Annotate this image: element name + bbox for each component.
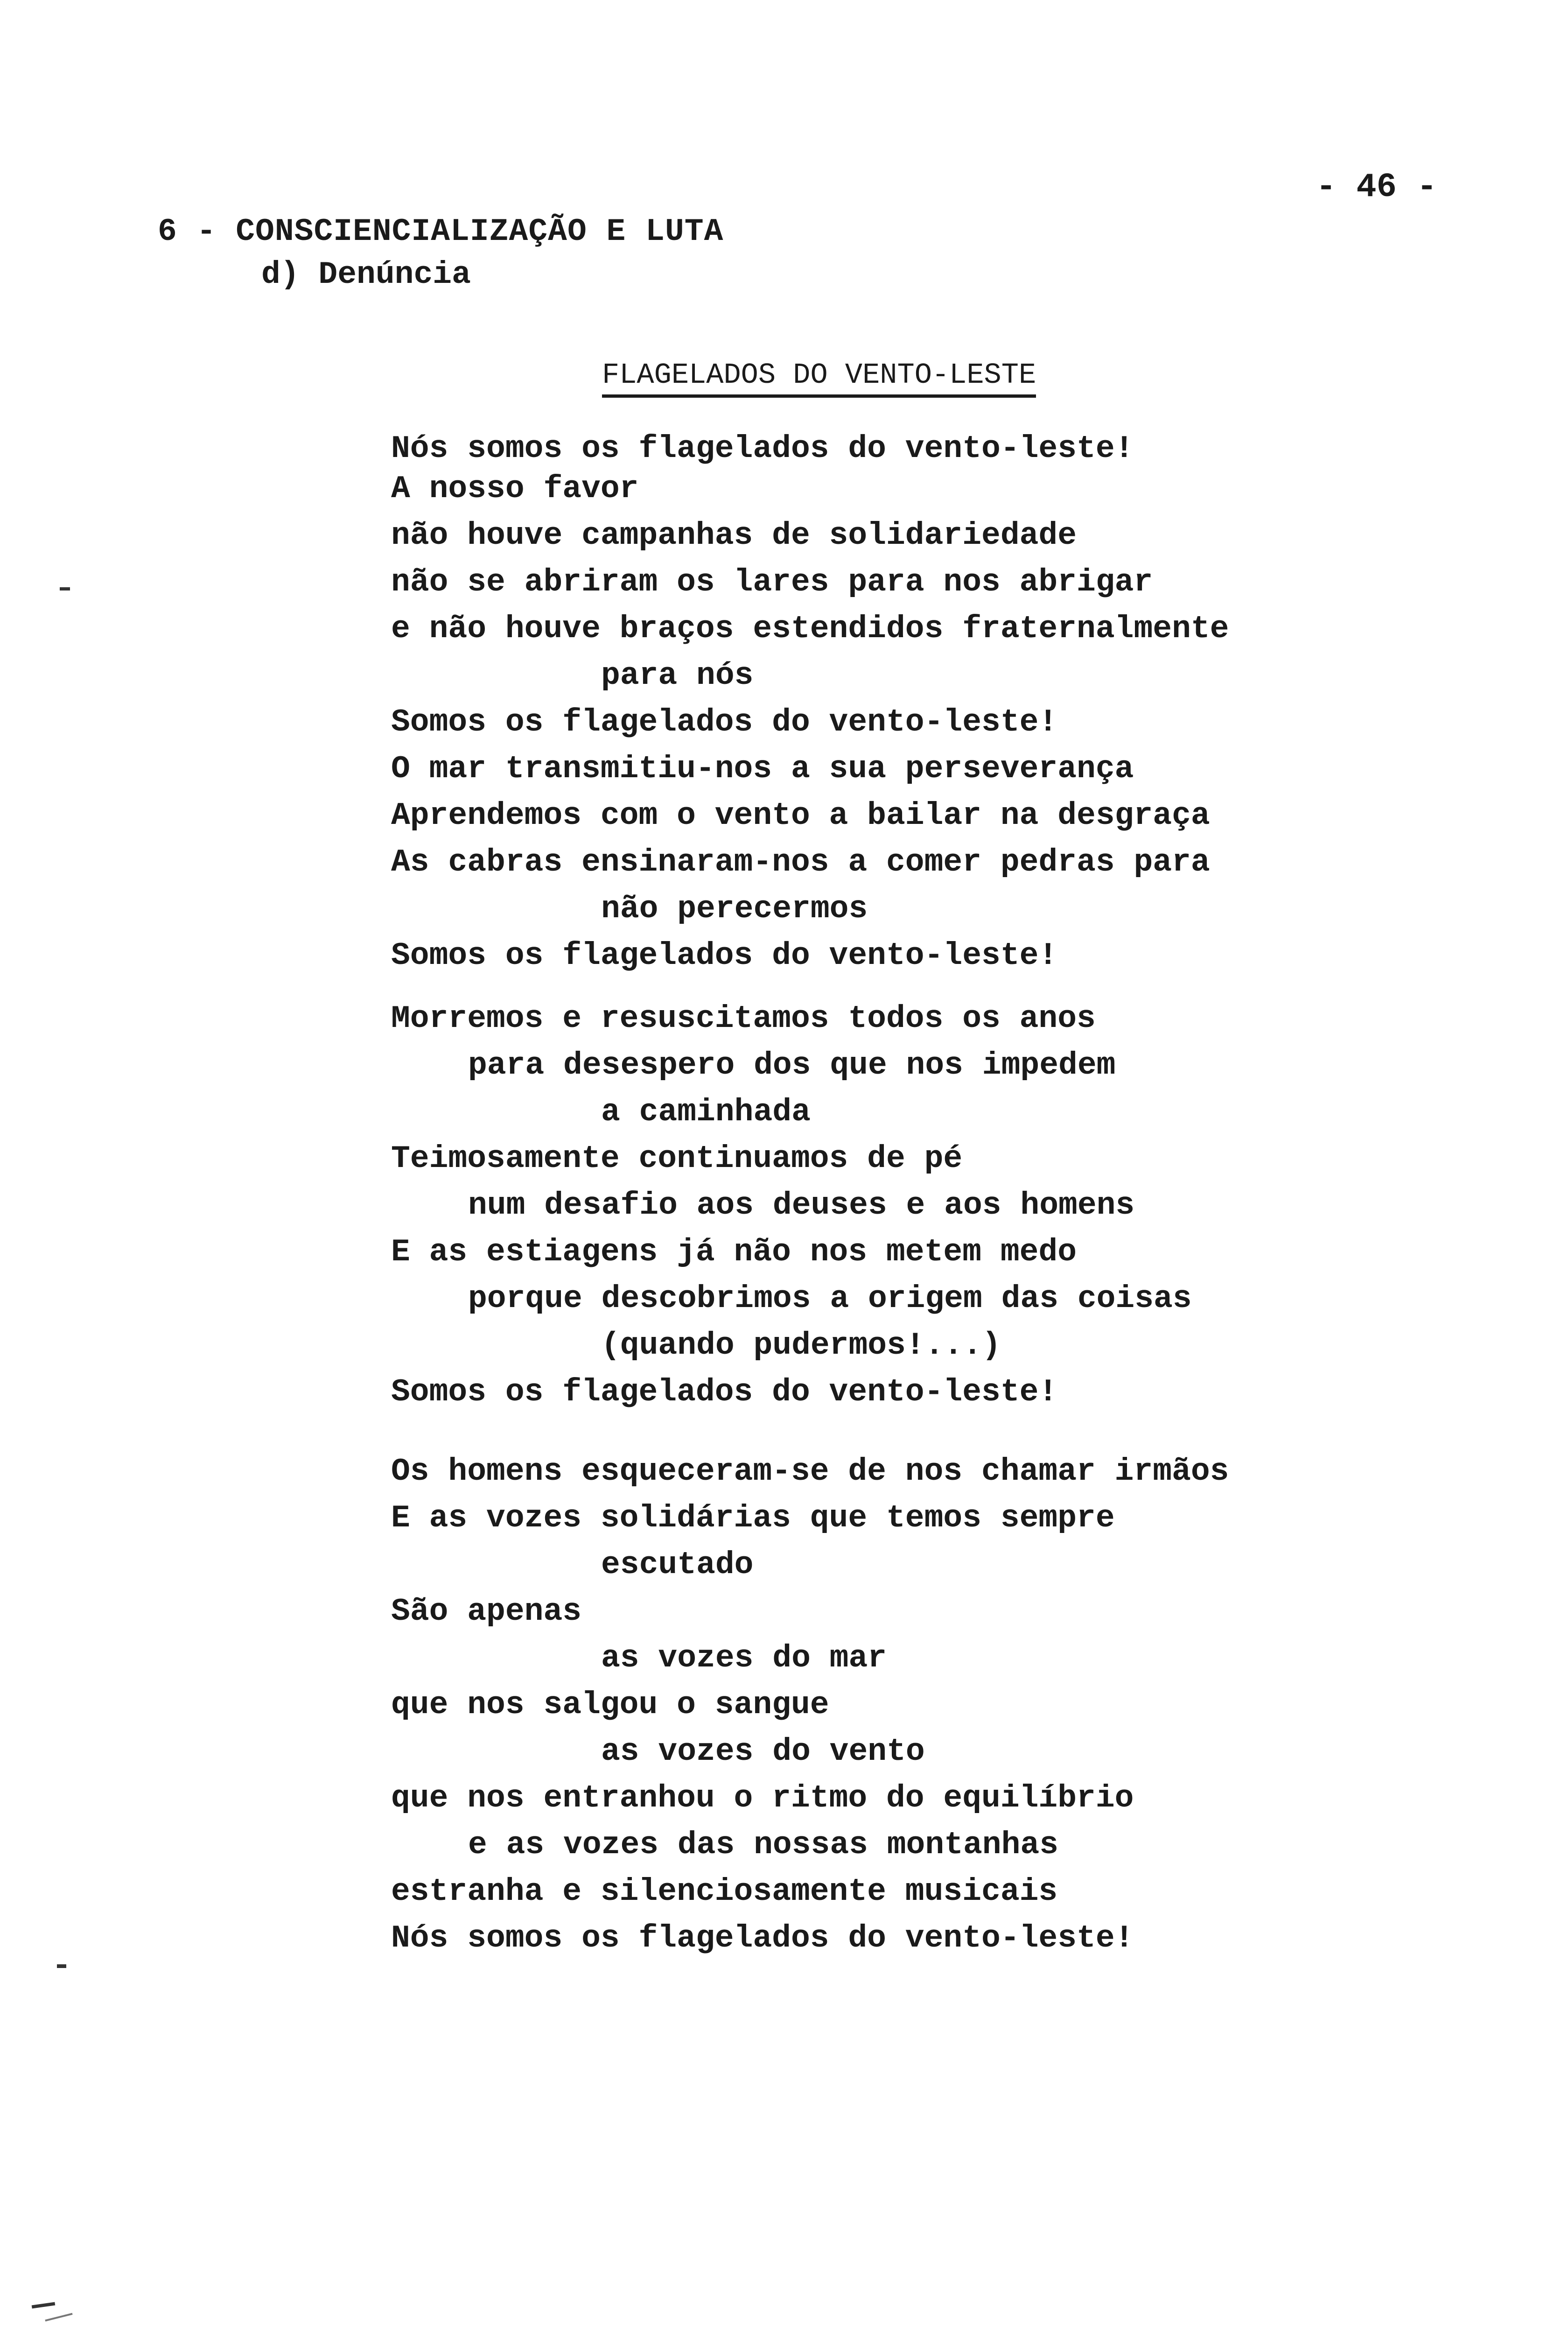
poem-line: num desafio aos deuses e aos homens [468,1188,1135,1223]
poem-line: E as estiagens já não nos metem medo [391,1234,1077,1270]
poem-line: para desespero dos que nos impedem [468,1047,1116,1083]
poem-line: Os homens esqueceram-se de nos chamar irmãos [391,1454,1229,1490]
section-heading: 6 - CONSCIENCIALIZAÇÃO E LUTA [158,214,724,250]
poem-line: escutado [601,1547,754,1583]
scan-speck [60,587,70,591]
poem-line: não houve campanhas de solidariedade [391,518,1077,554]
poem-line: (quando pudermos!...) [601,1328,1001,1364]
poem-line: para nós [601,658,754,694]
poem-line: São apenas [391,1594,582,1630]
poem-line: estranha e silenciosamente musicais [391,1874,1058,1910]
poem-line: Nós somos os flagelados do vento-leste! [391,1920,1134,1956]
poem-line: Somos os flagelados do vento-leste! [391,704,1058,740]
subsection-heading: d) Denúncia [261,257,471,293]
poem-line: não perecermos [601,891,868,927]
scan-speck [57,1964,66,1968]
poem-line: E as vozes solidárias que temos sempre [391,1500,1115,1536]
poem-line: que nos salgou o sangue [391,1687,829,1723]
poem-line: Teimosamente continuamos de pé [391,1141,963,1177]
poem-line: as vozes do vento [601,1734,925,1770]
poem-line: A nosso favor [391,471,639,507]
poem-line: e as vozes das nossas montanhas [468,1827,1059,1863]
poem-line: que nos entranhou o ritmo do equilíbrio [391,1780,1134,1816]
page-number: - 46 - [1316,168,1437,206]
poem-line: As cabras ensinaram-nos a comer pedras para [391,844,1210,880]
poem-line: Nós somos os flagelados do vento-leste! [391,431,1134,467]
poem-line: Somos os flagelados do vento-leste! [391,938,1058,974]
poem-line: não se abriram os lares para nos abrigar [391,564,1153,600]
poem-line: Morremos e resuscitamos todos os anos [391,1001,1096,1037]
poem-line: e não houve braços estendidos fraternalmente [391,611,1229,647]
poem-line: O mar transmitiu-nos a sua perseverança [391,751,1134,787]
poem-line: Somos os flagelados do vento-leste! [391,1374,1058,1410]
poem-line: as vozes do mar [601,1640,887,1676]
poem-line: Aprendemos com o vento a bailar na desgraça [391,798,1210,834]
poem-title: FLAGELADOS DO VENTO-LESTE [602,359,1036,398]
poem-line: a caminhada [601,1094,811,1130]
poem-line: porque descobrimos a origem das coisas [468,1281,1192,1317]
